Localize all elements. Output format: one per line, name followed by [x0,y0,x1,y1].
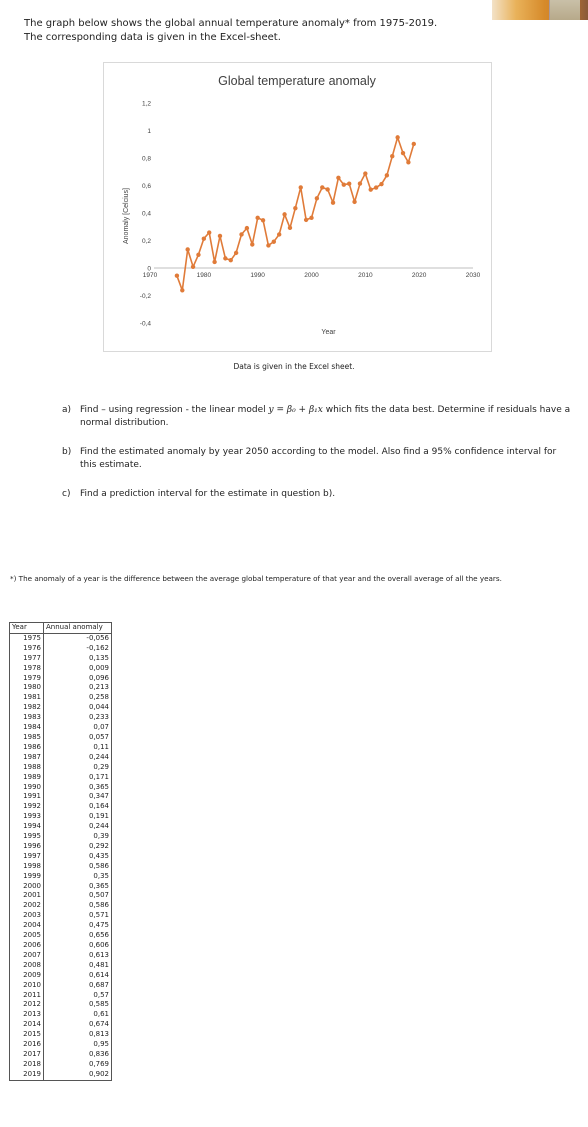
year-cell: 2019 [10,1070,44,1080]
data-point [347,182,351,186]
anomaly-cell: 0,586 [44,862,112,872]
anomaly-chart [103,62,492,352]
y-tick-label: 0,6 [141,183,151,190]
anomaly-cell: 0,606 [44,941,112,951]
thermometer-icon [549,0,580,20]
anomaly-cell: 0,347 [44,792,112,802]
table-row [10,951,112,961]
question-c [62,488,572,501]
year-cell: 1987 [10,753,44,763]
anomaly-cell: 0,164 [44,802,112,812]
data-point [196,253,200,257]
anomaly-cell: 0,233 [44,713,112,723]
anomaly-cell: 0,507 [44,891,112,901]
year-cell: 2011 [10,991,44,1001]
y-tick-label: 1 [147,128,151,135]
table-row [10,773,112,783]
data-point [234,251,238,255]
anomaly-cell: 0,674 [44,1020,112,1030]
year-cell: 1978 [10,664,44,674]
question-c-text: Find a prediction interval for the estimate in question b). [80,489,336,499]
year-cell: 1984 [10,723,44,733]
data-point [180,288,184,292]
x-tick-label: 1980 [196,272,212,279]
anomaly-cell: 0,836 [44,1050,112,1060]
year-cell: 2008 [10,961,44,971]
year-cell: 1985 [10,733,44,743]
data-point [255,216,259,220]
year-cell: 2016 [10,1040,44,1050]
year-cell: 1979 [10,674,44,684]
table-row [10,733,112,743]
table-row [10,713,112,723]
intro-text [24,17,437,45]
y-tick-label: 1,2 [141,100,151,108]
table-row [10,842,112,852]
anomaly-cell: 0,29 [44,763,112,773]
year-cell: 1976 [10,644,44,654]
y-axis-title: Anomaly [Celcius] [123,187,130,245]
anomaly-cell: 0,435 [44,852,112,862]
anomaly-cell: 0,365 [44,783,112,793]
anomaly-cell: -0,162 [44,644,112,654]
table-row [10,1000,112,1010]
data-point [385,173,389,177]
year-cell: 1998 [10,862,44,872]
data-point [315,196,319,200]
table-row [10,991,112,1001]
chart-svg [104,63,491,351]
data-point [309,216,313,220]
year-cell: 1992 [10,802,44,812]
table-row [10,683,112,693]
anomaly-cell: 0,171 [44,773,112,783]
table-row [10,644,112,654]
year-cell: 1994 [10,822,44,832]
anomaly-cell: 0,11 [44,743,112,753]
table-row [10,911,112,921]
table-row [10,802,112,812]
table-row [10,1010,112,1020]
year-cell: 1996 [10,842,44,852]
year-cell: 2006 [10,941,44,951]
data-point [202,237,206,241]
data-point [363,171,367,175]
regression-formula: y = β₀ + β₁x [268,405,323,415]
year-cell: 2012 [10,1000,44,1010]
chart-caption: Data is given in the Excel sheet. [233,362,355,371]
table-row [10,931,112,941]
data-point [223,256,227,260]
data-table-wrap [9,622,112,1081]
table-row [10,1030,112,1040]
question-a-post: which fits the data best. Determine if residuals have a normal distribution. [80,405,571,428]
anomaly-cell: 0,35 [44,872,112,882]
data-point [369,187,373,191]
table-row [10,961,112,971]
anomaly-cell: 0,191 [44,812,112,822]
table-row [10,981,112,991]
data-point [379,182,383,186]
x-tick-label: 2030 [465,272,481,279]
table-row [10,783,112,793]
data-point [304,218,308,222]
anomaly-cell: 0,213 [44,683,112,693]
year-cell: 1983 [10,713,44,723]
anomaly-cell: 0,57 [44,991,112,1001]
table-row [10,891,112,901]
year-cell: 2009 [10,971,44,981]
table-row [10,723,112,733]
data-point [191,265,195,269]
data-point [390,154,394,158]
x-tick-label: 1990 [250,272,265,279]
table-row [10,664,112,674]
y-tick-label: -0,4 [139,320,151,328]
year-cell: 2015 [10,1030,44,1040]
data-point [342,182,346,186]
data-point [185,247,189,251]
anomaly-cell: 0,656 [44,931,112,941]
data-point [212,260,216,264]
year-cell: 1977 [10,654,44,664]
year-column-header: Year [10,623,44,634]
data-point [395,135,399,139]
series-line [177,137,414,290]
table-row [10,743,112,753]
data-point [406,160,410,164]
anomaly-cell: 0,95 [44,1040,112,1050]
question-a-letter: a) [62,405,72,415]
year-cell: 1993 [10,812,44,822]
year-cell: 1999 [10,872,44,882]
anomaly-cell: 0,613 [44,951,112,961]
table-row [10,753,112,763]
table-row [10,862,112,872]
table-row [10,1060,112,1070]
data-point [325,187,329,191]
data-point [331,200,335,204]
x-tick-label: 1970 [142,272,158,279]
data-point [374,185,378,189]
year-cell: 1975 [10,633,44,643]
anomaly-cell: 0,902 [44,1070,112,1080]
table-row [10,1070,112,1080]
data-point [401,151,405,155]
x-tick-label: 2000 [304,272,319,279]
anomaly-cell: 0,07 [44,723,112,733]
year-cell: 2001 [10,891,44,901]
table-row [10,654,112,664]
anomaly-cell: 0,057 [44,733,112,743]
data-point [336,176,340,180]
table-row [10,1040,112,1050]
year-cell: 2013 [10,1010,44,1020]
table-row [10,882,112,892]
intro-line-2: The corresponding data is given in the Excel-sheet. [24,32,281,43]
year-cell: 2017 [10,1050,44,1060]
questions-list [62,404,572,517]
anomaly-cell: 0,39 [44,832,112,842]
x-tick-label: 2020 [411,272,427,279]
table-row [10,822,112,832]
y-tick-label: 0,8 [141,155,151,163]
table-row [10,852,112,862]
anomaly-cell: 0,044 [44,703,112,713]
anomaly-cell: 0,292 [44,842,112,852]
table-row [10,971,112,981]
table-header-row [10,623,112,634]
data-point [245,226,249,230]
data-point [261,218,265,222]
year-cell: 2018 [10,1060,44,1070]
data-point [272,240,276,244]
question-a-pre: Find – using regression - the linear model [80,405,269,415]
year-cell: 1989 [10,773,44,783]
data-point [282,212,286,216]
table-row [10,693,112,703]
question-b-letter: b) [62,447,72,457]
year-cell: 2002 [10,901,44,911]
data-point [299,185,303,189]
question-b-text: Find the estimated anomaly by year 2050 according to the model. Also find a 95% confidence interval for this estimate. [80,447,557,470]
y-tick-label: 0 [147,265,151,273]
year-cell: 1982 [10,703,44,713]
year-cell: 1988 [10,763,44,773]
x-axis-title: Year [321,329,336,336]
table-row [10,633,112,643]
anomaly-cell: 0,769 [44,1060,112,1070]
anomaly-cell: 0,135 [44,654,112,664]
anomaly-cell: 0,614 [44,971,112,981]
data-point [412,142,416,146]
anomaly-cell: 0,481 [44,961,112,971]
year-cell: 1995 [10,832,44,842]
anomaly-cell: 0,61 [44,1010,112,1020]
year-cell: 1990 [10,783,44,793]
footnote: *) The anomaly of a year is the difference between the average global temperature of that year and the overall average of all the years. [10,574,502,583]
anomaly-cell: -0,056 [44,633,112,643]
table-row [10,1020,112,1030]
anomaly-cell: 0,687 [44,981,112,991]
data-table [9,622,112,1081]
data-point [320,185,324,189]
anomaly-cell: 0,585 [44,1000,112,1010]
question-a [62,404,572,430]
data-point [277,232,281,236]
year-cell: 2003 [10,911,44,921]
data-point [293,206,297,210]
chart-title: Global temperature anomaly [218,74,376,88]
anomaly-cell: 0,244 [44,753,112,763]
data-point [288,226,292,230]
data-point [229,258,233,262]
anomaly-column-header: Annual anomaly [44,623,112,634]
year-cell: 2004 [10,921,44,931]
table-row [10,901,112,911]
y-tick-label: -0,2 [139,293,151,300]
anomaly-cell: 0,475 [44,921,112,931]
year-cell: 2005 [10,931,44,941]
table-row [10,792,112,802]
data-point [250,242,254,246]
year-cell: 1980 [10,683,44,693]
data-point [266,243,270,247]
data-point [218,234,222,238]
table-row [10,812,112,822]
year-cell: 2000 [10,882,44,892]
anomaly-cell: 0,096 [44,674,112,684]
data-point [352,200,356,204]
data-point [239,232,243,236]
anomaly-cell: 0,009 [44,664,112,674]
table-row [10,703,112,713]
year-cell: 2014 [10,1020,44,1030]
data-point [207,230,211,234]
intro-line-1: The graph below shows the global annual temperature anomaly* from 1975-2019. [24,18,438,29]
x-tick-label: 2010 [358,272,373,279]
anomaly-cell: 0,571 [44,911,112,921]
table-row [10,941,112,951]
anomaly-cell: 0,586 [44,901,112,911]
table-row [10,832,112,842]
year-cell: 2010 [10,981,44,991]
corner-thermometer-image [492,0,588,20]
question-a-text [80,404,572,430]
y-tick-label: 0,4 [141,210,151,218]
question-b [62,446,572,472]
year-cell: 1997 [10,852,44,862]
table-row [10,872,112,882]
year-cell: 1991 [10,792,44,802]
anomaly-cell: 0,244 [44,822,112,832]
year-cell: 1981 [10,693,44,703]
year-cell: 2007 [10,951,44,961]
data-point [358,181,362,185]
anomaly-cell: 0,258 [44,693,112,703]
question-c-letter: c) [62,489,71,499]
y-tick-label: 0,2 [141,238,151,245]
table-row [10,763,112,773]
anomaly-cell: 0,813 [44,1030,112,1040]
table-row [10,921,112,931]
table-row [10,1050,112,1060]
year-cell: 1986 [10,743,44,753]
data-point [175,274,179,278]
anomaly-cell: 0,365 [44,882,112,892]
table-row [10,674,112,684]
